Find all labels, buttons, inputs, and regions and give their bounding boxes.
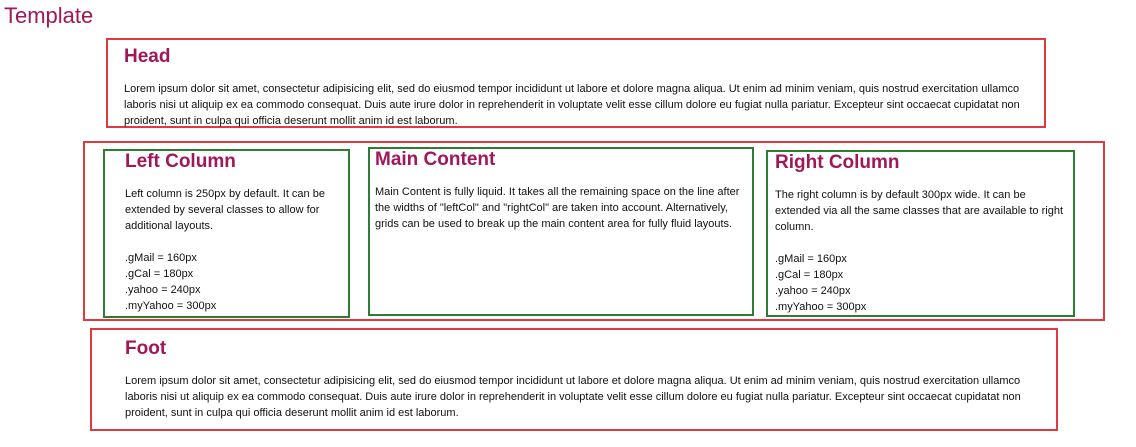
head-text: Lorem ipsum dolor sit amet, consectetur adipisicing elit, sed do eiusmod tempor incididunt ut labore et dolore magna aliqua. Ut enim ad minim veniam, quis nostrud exercitation ullamco laboris nisi ut aliquip ex ea commodo consequat. Duis aute irure dolor in reprehenderit in voluptate velit esse cillum dolore eu fugiat nulla pariatur. Excepteur sint occaecat cupidatat non proident, sunt in culpa qui officia deserunt mollit anim id est laborum. bbox=[124, 82, 1020, 127]
left-column-title: Left Column bbox=[125, 151, 236, 172]
left-column-class-list bbox=[125, 250, 344, 314]
class-item-gcal: .gCal = 180px bbox=[775, 268, 844, 281]
head-section bbox=[106, 38, 1046, 128]
main-content-text: Main Content is fully liquid. It takes all the remaining space on the line after the widths of "leftCol" and "rightCol" are taken into account. Alternatively, grids can be used to break up the main content area for fully fluid layouts. bbox=[375, 185, 740, 230]
class-item-myyahoo: .myYahoo = 300px bbox=[125, 299, 217, 312]
foot-section bbox=[90, 328, 1058, 431]
main-content-title: Main Content bbox=[375, 149, 496, 170]
right-column-title: Right Column bbox=[775, 152, 900, 173]
main-content bbox=[368, 147, 754, 316]
foot-title: Foot bbox=[125, 338, 167, 359]
foot-text: Lorem ipsum dolor sit amet, consectetur adipisicing elit, sed do eiusmod tempor incididunt ut labore et dolore magna aliqua. Ut enim ad minim veniam, quis nostrud exercitation ullamco laboris nisi ut aliquip ex ea commodo consequat. Duis aute irure dolor in reprehenderit in voluptate velit esse cillum dolore eu fugiat nulla pariatur. Excepteur sint occaecat cupidatat non proident, sunt in culpa qui officia deserunt mollit anim id est laborum. bbox=[125, 374, 1021, 419]
page-title: Template bbox=[4, 3, 94, 28]
class-item-yahoo: .yahoo = 240px bbox=[775, 284, 851, 297]
class-item-gcal: .gCal = 180px bbox=[125, 267, 194, 280]
head-title: Head bbox=[124, 46, 171, 67]
class-item-myyahoo: .myYahoo = 300px bbox=[775, 300, 867, 313]
right-column bbox=[766, 150, 1075, 317]
right-column-class-list bbox=[775, 251, 1069, 315]
left-column bbox=[103, 149, 350, 318]
class-item-gmail: .gMail = 160px bbox=[775, 252, 847, 265]
right-column-text: The right column is by default 300px wide. It can be extended via all the same classes that are available to right column. bbox=[775, 188, 1063, 233]
class-item-yahoo: .yahoo = 240px bbox=[125, 283, 201, 296]
class-item-gmail: .gMail = 160px bbox=[125, 251, 197, 264]
left-column-text: Left column is 250px by default. It can be extended by several classes to allow for additional layouts. bbox=[125, 187, 325, 232]
